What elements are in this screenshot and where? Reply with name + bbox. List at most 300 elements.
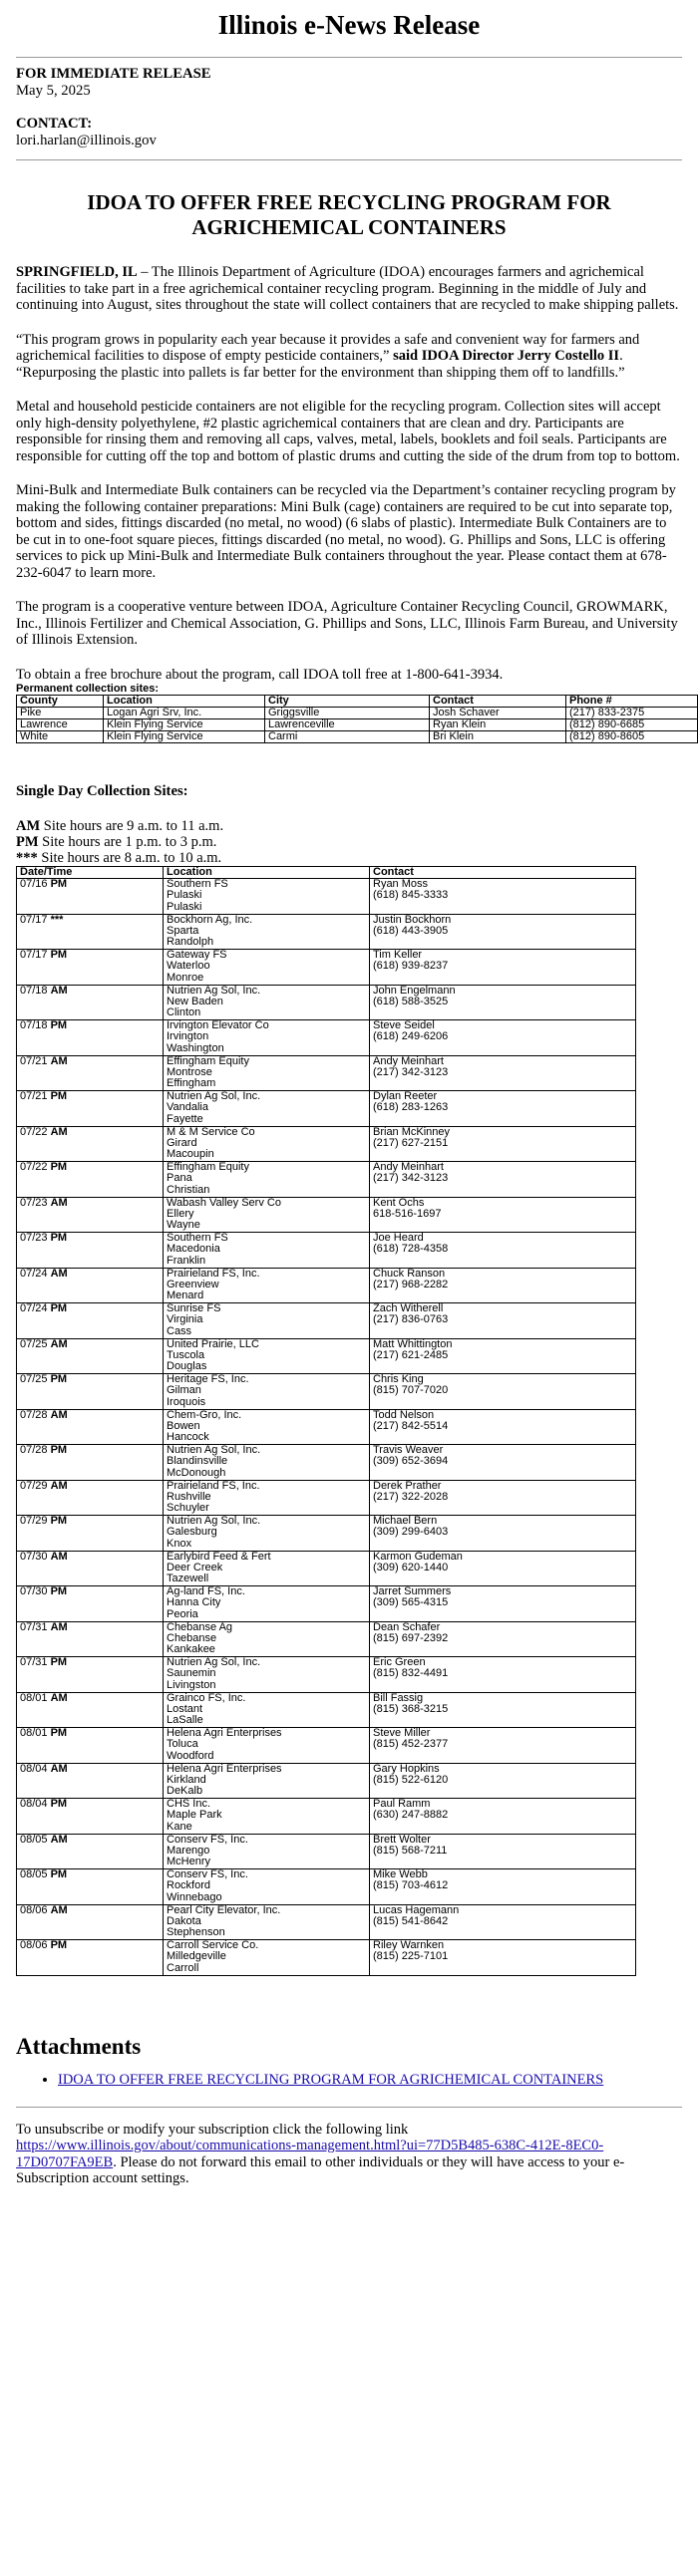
row-time: PM: [50, 1090, 68, 1103]
quote-attribution: said IDOA Director Jerry Costello II: [389, 348, 620, 364]
row-contact-phone: (815) 225-7101: [373, 1950, 449, 1963]
single-day-row: [17, 1834, 636, 1869]
row-contact-name: Brian McKinney: [373, 1125, 451, 1138]
col-phone: Phone #: [566, 696, 698, 708]
single-day-row: [17, 950, 636, 986]
row-contact-name: Ryan Moss: [373, 878, 429, 891]
row-location-site: Gateway FS: [167, 949, 227, 962]
row-location: [164, 1834, 370, 1869]
row-location-city: Kirkland: [167, 1773, 206, 1786]
row-date-time: [17, 1162, 164, 1198]
row-location-city: Rockford: [167, 1879, 211, 1892]
row-date-time: [17, 1197, 164, 1233]
row-contact-phone: (217) 322-2028: [373, 1490, 449, 1503]
row-contact-name: Tim Keller: [373, 949, 423, 962]
row-time: PM: [50, 1302, 68, 1315]
row-time: AM: [50, 1833, 68, 1846]
row-time: AM: [50, 1267, 68, 1280]
single-day-row: [17, 1020, 636, 1056]
hours-text-early: Site hours are 8 a.m. to 10 a.m.: [37, 850, 222, 866]
single-day-row: [17, 1586, 636, 1622]
row-contact: [370, 1657, 636, 1693]
row-location-city: Deer Creek: [167, 1561, 223, 1574]
row-location-site: Ag-land FS, Inc.: [167, 1585, 245, 1598]
row-contact: [370, 1834, 636, 1869]
row-location-site: Southern FS: [167, 878, 228, 891]
single-day-row: [17, 1374, 636, 1410]
footer-tail: . Please do not forward this email to other individuals or they will have access to your e-Subscription account settings.: [16, 2153, 625, 2187]
single-day-table: [16, 866, 636, 1976]
row-location: [164, 1409, 370, 1445]
row-date-time: [17, 879, 164, 915]
row-location-site: Nutrien Ag Sol, Inc.: [167, 984, 261, 997]
row-contact-name: Zach Witherell: [373, 1302, 444, 1315]
row-location-site: Southern FS: [167, 1232, 228, 1245]
row-location-city: Gilman: [167, 1384, 201, 1397]
row-contact-phone: (309) 299-6403: [373, 1526, 449, 1539]
row-location-county: Cass: [167, 1324, 192, 1337]
row-contact: [370, 1586, 636, 1622]
single-day-row: [17, 1055, 636, 1091]
row-location-city: Vandalia: [167, 1101, 208, 1114]
row-date: 07/22: [20, 1161, 51, 1174]
row-location-site: Wabash Valley Serv Co: [167, 1196, 281, 1209]
row-contact-phone: (217) 842-5514: [373, 1419, 449, 1432]
masthead-divider: [16, 57, 682, 58]
row-contact-name: Chuck Ranson: [373, 1267, 446, 1280]
permanent-cell-location: Klein Flying Service: [104, 731, 265, 743]
permanent-cell-county: Lawrence: [17, 719, 104, 731]
page: [8, 0, 690, 2187]
row-contact-name: Paul Ramm: [373, 1798, 431, 1811]
row-contact: [370, 985, 636, 1020]
attachments-list: [16, 2072, 682, 2089]
row-location-city: Greenview: [167, 1278, 219, 1290]
row-location-city: Rushville: [167, 1490, 211, 1503]
row-location: [164, 1020, 370, 1056]
row-time: PM: [50, 1798, 68, 1811]
row-date: 08/05: [20, 1868, 51, 1881]
row-location-city: Ellery: [167, 1207, 194, 1220]
row-location-county: Menard: [167, 1289, 204, 1302]
row-location-county: Hancock: [167, 1431, 209, 1444]
paragraph-intro: [16, 264, 682, 314]
row-location: [164, 1126, 370, 1162]
col-location: Location: [104, 696, 265, 708]
row-contact: [370, 1551, 636, 1586]
row-date-time: [17, 1834, 164, 1869]
attachments-title: Attachments: [16, 2033, 142, 2059]
single-day-row: [17, 985, 636, 1020]
attachment-item: [58, 2072, 682, 2089]
row-contact-phone: (815) 697-2392: [373, 1631, 449, 1644]
row-location-county: DeKalb: [167, 1785, 203, 1798]
row-location: [164, 1303, 370, 1339]
single-day-row: [17, 1233, 636, 1269]
row-date-time: [17, 1126, 164, 1162]
row-date: 07/21: [20, 1090, 51, 1103]
row-location: [164, 1551, 370, 1586]
row-date: 07/30: [20, 1585, 51, 1598]
row-contact-phone: (309) 620-1440: [373, 1561, 449, 1574]
row-date: 07/23: [20, 1196, 51, 1209]
row-location-county: Washington: [167, 1041, 224, 1054]
row-location-site: Helena Agri Enterprises: [167, 1727, 282, 1740]
release-date: May 5, 2025: [16, 83, 91, 99]
permanent-row: [17, 731, 698, 743]
row-contact-name: Eric Green: [373, 1656, 426, 1669]
row-contact: [370, 1055, 636, 1091]
paragraph-brochure: To obtain a free brochure about the program, call IDOA toll free at 1-800-641-3934.: [16, 666, 504, 683]
row-location-county: Iroquois: [167, 1395, 206, 1408]
row-contact-name: Mike Webb: [373, 1868, 428, 1881]
row-date-time: [17, 1551, 164, 1586]
row-location-city: Hanna City: [167, 1596, 221, 1609]
row-contact: [370, 1621, 636, 1657]
row-location-county: Pulaski: [167, 900, 202, 913]
row-location-city: Irvington: [167, 1030, 209, 1043]
row-contact-phone: (815) 703-4612: [373, 1879, 449, 1892]
permanent-cell-county: White: [17, 731, 104, 743]
row-contact-phone: (618) 249-6206: [373, 1030, 449, 1043]
row-location: [164, 914, 370, 950]
row-contact: [370, 1303, 636, 1339]
row-location-city: Pulaski: [167, 889, 202, 902]
row-location: [164, 1728, 370, 1764]
row-date: 08/06: [20, 1939, 51, 1952]
row-location-city: Milledgeville: [167, 1950, 226, 1963]
row-contact-phone: (309) 652-3694: [373, 1455, 449, 1468]
row-contact-name: Dylan Reeter: [373, 1090, 438, 1103]
row-location: [164, 1763, 370, 1799]
row-location-county: Kane: [167, 1820, 192, 1833]
permanent-cell-county: Pike: [17, 708, 104, 719]
row-location-site: Effingham Equity: [167, 1054, 249, 1067]
single-day-row: [17, 1126, 636, 1162]
row-time: AM: [50, 1196, 68, 1209]
row-location-city: Sparta: [167, 924, 199, 937]
hours-am: [16, 818, 682, 834]
release-info: [16, 66, 682, 149]
single-day-row: [17, 1268, 636, 1303]
single-day-row: [17, 1799, 636, 1835]
row-date-time: [17, 1445, 164, 1481]
row-contact-name: Andy Meinhart: [373, 1054, 444, 1067]
footer-lead: To unsubscribe or modify your subscription click the following link: [16, 2121, 409, 2138]
row-time: PM: [50, 1585, 68, 1598]
row-date-time: [17, 1940, 164, 1976]
col-city: City: [265, 696, 430, 708]
row-location: [164, 1657, 370, 1693]
row-contact-name: Steve Seidel: [373, 1019, 435, 1032]
row-location: [164, 1869, 370, 1905]
permanent-cell-contact: Josh Schaver: [430, 708, 566, 719]
row-contact-phone: (618) 588-3525: [373, 995, 449, 1007]
row-contact-name: Riley Warnken: [373, 1939, 445, 1952]
row-location-site: Sunrise FS: [167, 1302, 221, 1315]
row-location-site: Prairieland FS, Inc.: [167, 1479, 260, 1492]
row-date: 08/05: [20, 1833, 51, 1846]
col-location: Location: [164, 867, 370, 879]
row-location-site: Nutrien Ag Sol, Inc.: [167, 1090, 261, 1103]
row-location-city: Waterloo: [167, 960, 210, 973]
row-location-city: Virginia: [167, 1313, 203, 1326]
single-day-row: [17, 1621, 636, 1657]
row-date: 07/21: [20, 1054, 51, 1067]
single-day-row: [17, 1728, 636, 1764]
single-day-row: [17, 1338, 636, 1374]
row-location-site: Nutrien Ag Sol, Inc.: [167, 1444, 261, 1457]
row-location-county: Winnebago: [167, 1890, 222, 1903]
row-location-county: Clinton: [167, 1006, 201, 1019]
row-location-county: Douglas: [167, 1360, 207, 1373]
single-day-row: [17, 1303, 636, 1339]
paragraph-bulk: Mini-Bulk and Intermediate Bulk containers can be recycled via the Department’s container recycling program by making the following container preparations: Mini Bulk (cage) containers are required to be cut into separate top, bottom and sides, fittings discarded (no metal, no wood) (6 slabs of plastic). Intermediate Bulk Containers are to be cut in to one-foot square pieces, fittings discarded (no metal, no wood). G. Phillips and Sons, LLC is offering services to pick up Mini-Bulk and Intermediate Bulk containers throughout the year. Please contact them at 678-232-6047 to learn more.: [16, 482, 676, 581]
row-date-time: [17, 1480, 164, 1516]
permanent-cell-contact: Ryan Klein: [430, 719, 566, 731]
single-day-row: [17, 1091, 636, 1127]
row-location-site: Nutrien Ag Sol, Inc.: [167, 1515, 261, 1528]
paragraph-eligibility: Metal and household pesticide containers are not eligible for the recycling program. Collection sites will accept only high-density polyethylene, #2 plastic agrichemical containers that are clean and dry. Participants are responsible for rinsing them and removing all caps, valves, metal, labels, booklets and foil seals. Participants are responsible for cutting off the top and bottom of plastic drums and cutting the side of the drum from top to bottom.: [16, 399, 680, 464]
row-location-county: Carroll: [167, 1961, 199, 1974]
row-location: [164, 1162, 370, 1198]
row-time: AM: [50, 1550, 68, 1563]
row-contact-phone: (217) 621-2485: [373, 1348, 449, 1361]
row-location-site: Bockhorn Ag, Inc.: [167, 913, 253, 926]
row-location-site: Pearl City Elevator, Inc.: [167, 1903, 281, 1916]
row-location-county: Wayne: [167, 1219, 200, 1232]
intro-text: – The Illinois Department of Agriculture (IDOA) encourages farmers and agrichemical facilities to take part in a free agrichemical container recycling program. Beginning in the middle of July and continuing into August, sites throughout the state will collect containers that are recycled to make shipping pallets.: [16, 264, 679, 313]
single-day-row: [17, 914, 636, 950]
row-time: PM: [50, 1727, 68, 1740]
single-day-title: Single Day Collection Sites:: [16, 783, 188, 799]
row-location: [164, 1480, 370, 1516]
permanent-cell-phone: (812) 890-6685: [566, 719, 698, 731]
row-location: [164, 1233, 370, 1269]
header-divider: [16, 159, 682, 160]
row-date: 07/28: [20, 1408, 51, 1421]
row-date: 07/28: [20, 1444, 51, 1457]
row-location-county: Randolph: [167, 936, 214, 949]
attachment-link[interactable]: IDOA TO OFFER FREE RECYCLING PROGRAM FOR AGRICHEMICAL CONTAINERS: [58, 2071, 604, 2088]
row-date: 08/04: [20, 1762, 51, 1775]
row-location-site: Chem-Gro, Inc.: [167, 1408, 242, 1421]
row-location-county: Christian: [167, 1183, 210, 1196]
row-location: [164, 1197, 370, 1233]
row-location-city: Lostant: [167, 1702, 203, 1715]
single-day-row: [17, 1869, 636, 1905]
single-day-header-row: [17, 867, 636, 879]
row-contact: [370, 1940, 636, 1976]
row-contact-phone: (217) 342-3123: [373, 1172, 449, 1185]
row-location-city: Pana: [167, 1172, 192, 1185]
row-location-site: Prairieland FS, Inc.: [167, 1267, 260, 1280]
row-contact-name: Michael Bern: [373, 1515, 438, 1528]
row-contact-phone: (815) 452-2377: [373, 1738, 449, 1751]
row-date-time: [17, 1233, 164, 1269]
row-location: [164, 1055, 370, 1091]
row-location: [164, 1374, 370, 1410]
row-location-site: M & M Service Co: [167, 1125, 255, 1138]
dateline: SPRINGFIELD, IL: [16, 264, 138, 280]
hours-text-pm: Site hours are 1 p.m. to 3 p.m.: [38, 834, 217, 850]
row-date: 07/18: [20, 984, 51, 997]
row-contact: [370, 1799, 636, 1835]
single-day-row: [17, 1940, 636, 1976]
row-contact: [370, 1763, 636, 1799]
row-location: [164, 1268, 370, 1303]
single-day-row: [17, 1162, 636, 1198]
row-location-site: United Prairie, LLC: [167, 1337, 259, 1350]
site-hours: [16, 818, 682, 866]
row-time: PM: [50, 949, 68, 962]
row-location-city: Macedonia: [167, 1243, 220, 1256]
row-location-site: Effingham Equity: [167, 1161, 249, 1174]
hours-tag-pm: PM: [16, 834, 39, 850]
row-time: ***: [50, 913, 64, 926]
single-day-row: [17, 879, 636, 915]
row-date: 08/01: [20, 1727, 51, 1740]
row-date: 07/29: [20, 1479, 51, 1492]
row-date-time: [17, 1338, 164, 1374]
footer-divider: [16, 2107, 682, 2108]
row-date: 08/01: [20, 1691, 51, 1704]
permanent-row: [17, 719, 698, 731]
row-contact-phone: (815) 522-6120: [373, 1773, 449, 1786]
row-date-time: [17, 1091, 164, 1127]
row-location-city: Dakota: [167, 1914, 201, 1927]
col-date-time: Date/Time: [17, 867, 164, 879]
row-date: 07/17: [20, 949, 51, 962]
row-location-county: Tazewell: [167, 1573, 209, 1585]
row-contact-phone: (815) 568-7211: [373, 1844, 448, 1857]
row-contact: [370, 1233, 636, 1269]
row-contact-phone: 618-516-1697: [373, 1207, 442, 1220]
row-contact: [370, 1162, 636, 1198]
release-label: FOR IMMEDIATE RELEASE: [16, 66, 211, 82]
row-contact: [370, 1445, 636, 1481]
permanent-cell-location: Logan Agri Srv, Inc.: [104, 708, 265, 719]
row-date-time: [17, 1799, 164, 1835]
row-date-time: [17, 1516, 164, 1552]
single-day-row: [17, 1551, 636, 1586]
row-location-site: Irvington Elevator Co: [167, 1019, 269, 1032]
row-location-site: Grainco FS, Inc.: [167, 1691, 246, 1704]
row-time: AM: [50, 1479, 68, 1492]
row-date-time: [17, 1728, 164, 1764]
row-time: AM: [50, 1903, 68, 1916]
row-location-site: CHS Inc.: [167, 1798, 211, 1811]
row-time: AM: [50, 1125, 68, 1138]
row-location: [164, 1692, 370, 1728]
row-contact: [370, 1409, 636, 1445]
paragraph-partners: The program is a cooperative venture between IDOA, Agriculture Container Recycling Council, GROWMARK, Inc., Illinois Fertilizer and Chemical Association, G. Phillips and Sons, LLC, Illinois Farm Bureau, and University of Illinois Extension.: [16, 599, 678, 648]
row-contact-phone: (217) 836-0763: [373, 1313, 449, 1326]
row-date: 07/25: [20, 1373, 51, 1386]
row-date-time: [17, 1692, 164, 1728]
row-contact-name: John Engelmann: [373, 984, 456, 997]
row-location-county: Schuyler: [167, 1502, 209, 1515]
row-date: 07/22: [20, 1125, 51, 1138]
row-contact: [370, 1869, 636, 1905]
row-location-site: Conserv FS, Inc.: [167, 1868, 248, 1881]
row-location-site: Earlybird Feed & Fert: [167, 1550, 271, 1563]
row-location-city: Toluca: [167, 1738, 198, 1751]
row-date: 08/06: [20, 1903, 51, 1916]
row-date-time: [17, 1869, 164, 1905]
col-contact: Contact: [370, 867, 636, 879]
row-location: [164, 1338, 370, 1374]
row-date-time: [17, 1268, 164, 1303]
row-location-city: Bowen: [167, 1419, 200, 1432]
row-contact: [370, 1268, 636, 1303]
row-location-city: Montrose: [167, 1065, 212, 1078]
single-day-row: [17, 1904, 636, 1940]
row-contact-name: Gary Hopkins: [373, 1762, 440, 1775]
row-contact: [370, 1091, 636, 1127]
row-date-time: [17, 1586, 164, 1622]
paragraph-quote: [16, 332, 682, 382]
row-location-county: Effingham: [167, 1077, 216, 1090]
row-date-time: [17, 1374, 164, 1410]
row-date: 07/24: [20, 1302, 51, 1315]
row-location: [164, 1091, 370, 1127]
row-contact-phone: (815) 368-3215: [373, 1702, 449, 1715]
single-day-row: [17, 1763, 636, 1799]
row-date-time: [17, 914, 164, 950]
row-location-city: Galesburg: [167, 1526, 217, 1539]
row-location-county: McHenry: [167, 1856, 211, 1868]
row-date-time: [17, 1763, 164, 1799]
row-date-time: [17, 1020, 164, 1056]
row-contact-phone: (217) 342-3123: [373, 1065, 449, 1078]
row-time: PM: [50, 1444, 68, 1457]
row-location: [164, 950, 370, 986]
permanent-cell-location: Klein Flying Service: [104, 719, 265, 731]
row-location-site: Heritage FS, Inc.: [167, 1373, 249, 1386]
single-day-row: [17, 1445, 636, 1481]
row-location-city: Tuscola: [167, 1348, 205, 1361]
footer-text: [16, 2122, 682, 2187]
row-date-time: [17, 1657, 164, 1693]
row-location-city: Girard: [167, 1136, 197, 1149]
row-date-time: [17, 1409, 164, 1445]
row-location-county: Macoupin: [167, 1148, 214, 1161]
row-contact: [370, 1197, 636, 1233]
masthead-title: Illinois e-News Release: [217, 10, 481, 40]
row-contact-phone: (815) 707-7020: [373, 1384, 449, 1397]
row-contact-name: Andy Meinhart: [373, 1161, 444, 1174]
row-location-county: Stephenson: [167, 1926, 225, 1939]
unsubscribe-link[interactable]: https://www.illinois.gov/about/communications-management.html?ui=77D5B485-638C-412E-8EC0-17D0707FA9EB: [16, 2138, 604, 2170]
row-contact-name: Dean Schafer: [373, 1620, 441, 1633]
row-time: AM: [50, 1337, 68, 1350]
row-location: [164, 1445, 370, 1481]
row-contact-name: Travis Weaver: [373, 1444, 444, 1457]
row-contact: [370, 1338, 636, 1374]
row-time: AM: [50, 984, 68, 997]
row-location-site: Nutrien Ag Sol, Inc.: [167, 1656, 261, 1669]
permanent-cell-phone: (812) 890-8605: [566, 731, 698, 743]
row-location-site: Chebanse Ag: [167, 1620, 233, 1633]
row-time: PM: [50, 1656, 68, 1669]
row-location-county: McDonough: [167, 1466, 226, 1479]
permanent-cell-city: Lawrenceville: [265, 719, 430, 731]
row-location-county: Fayette: [167, 1112, 203, 1125]
row-contact-phone: (815) 832-4491: [373, 1667, 449, 1680]
row-time: AM: [50, 1620, 68, 1633]
row-contact: [370, 879, 636, 915]
